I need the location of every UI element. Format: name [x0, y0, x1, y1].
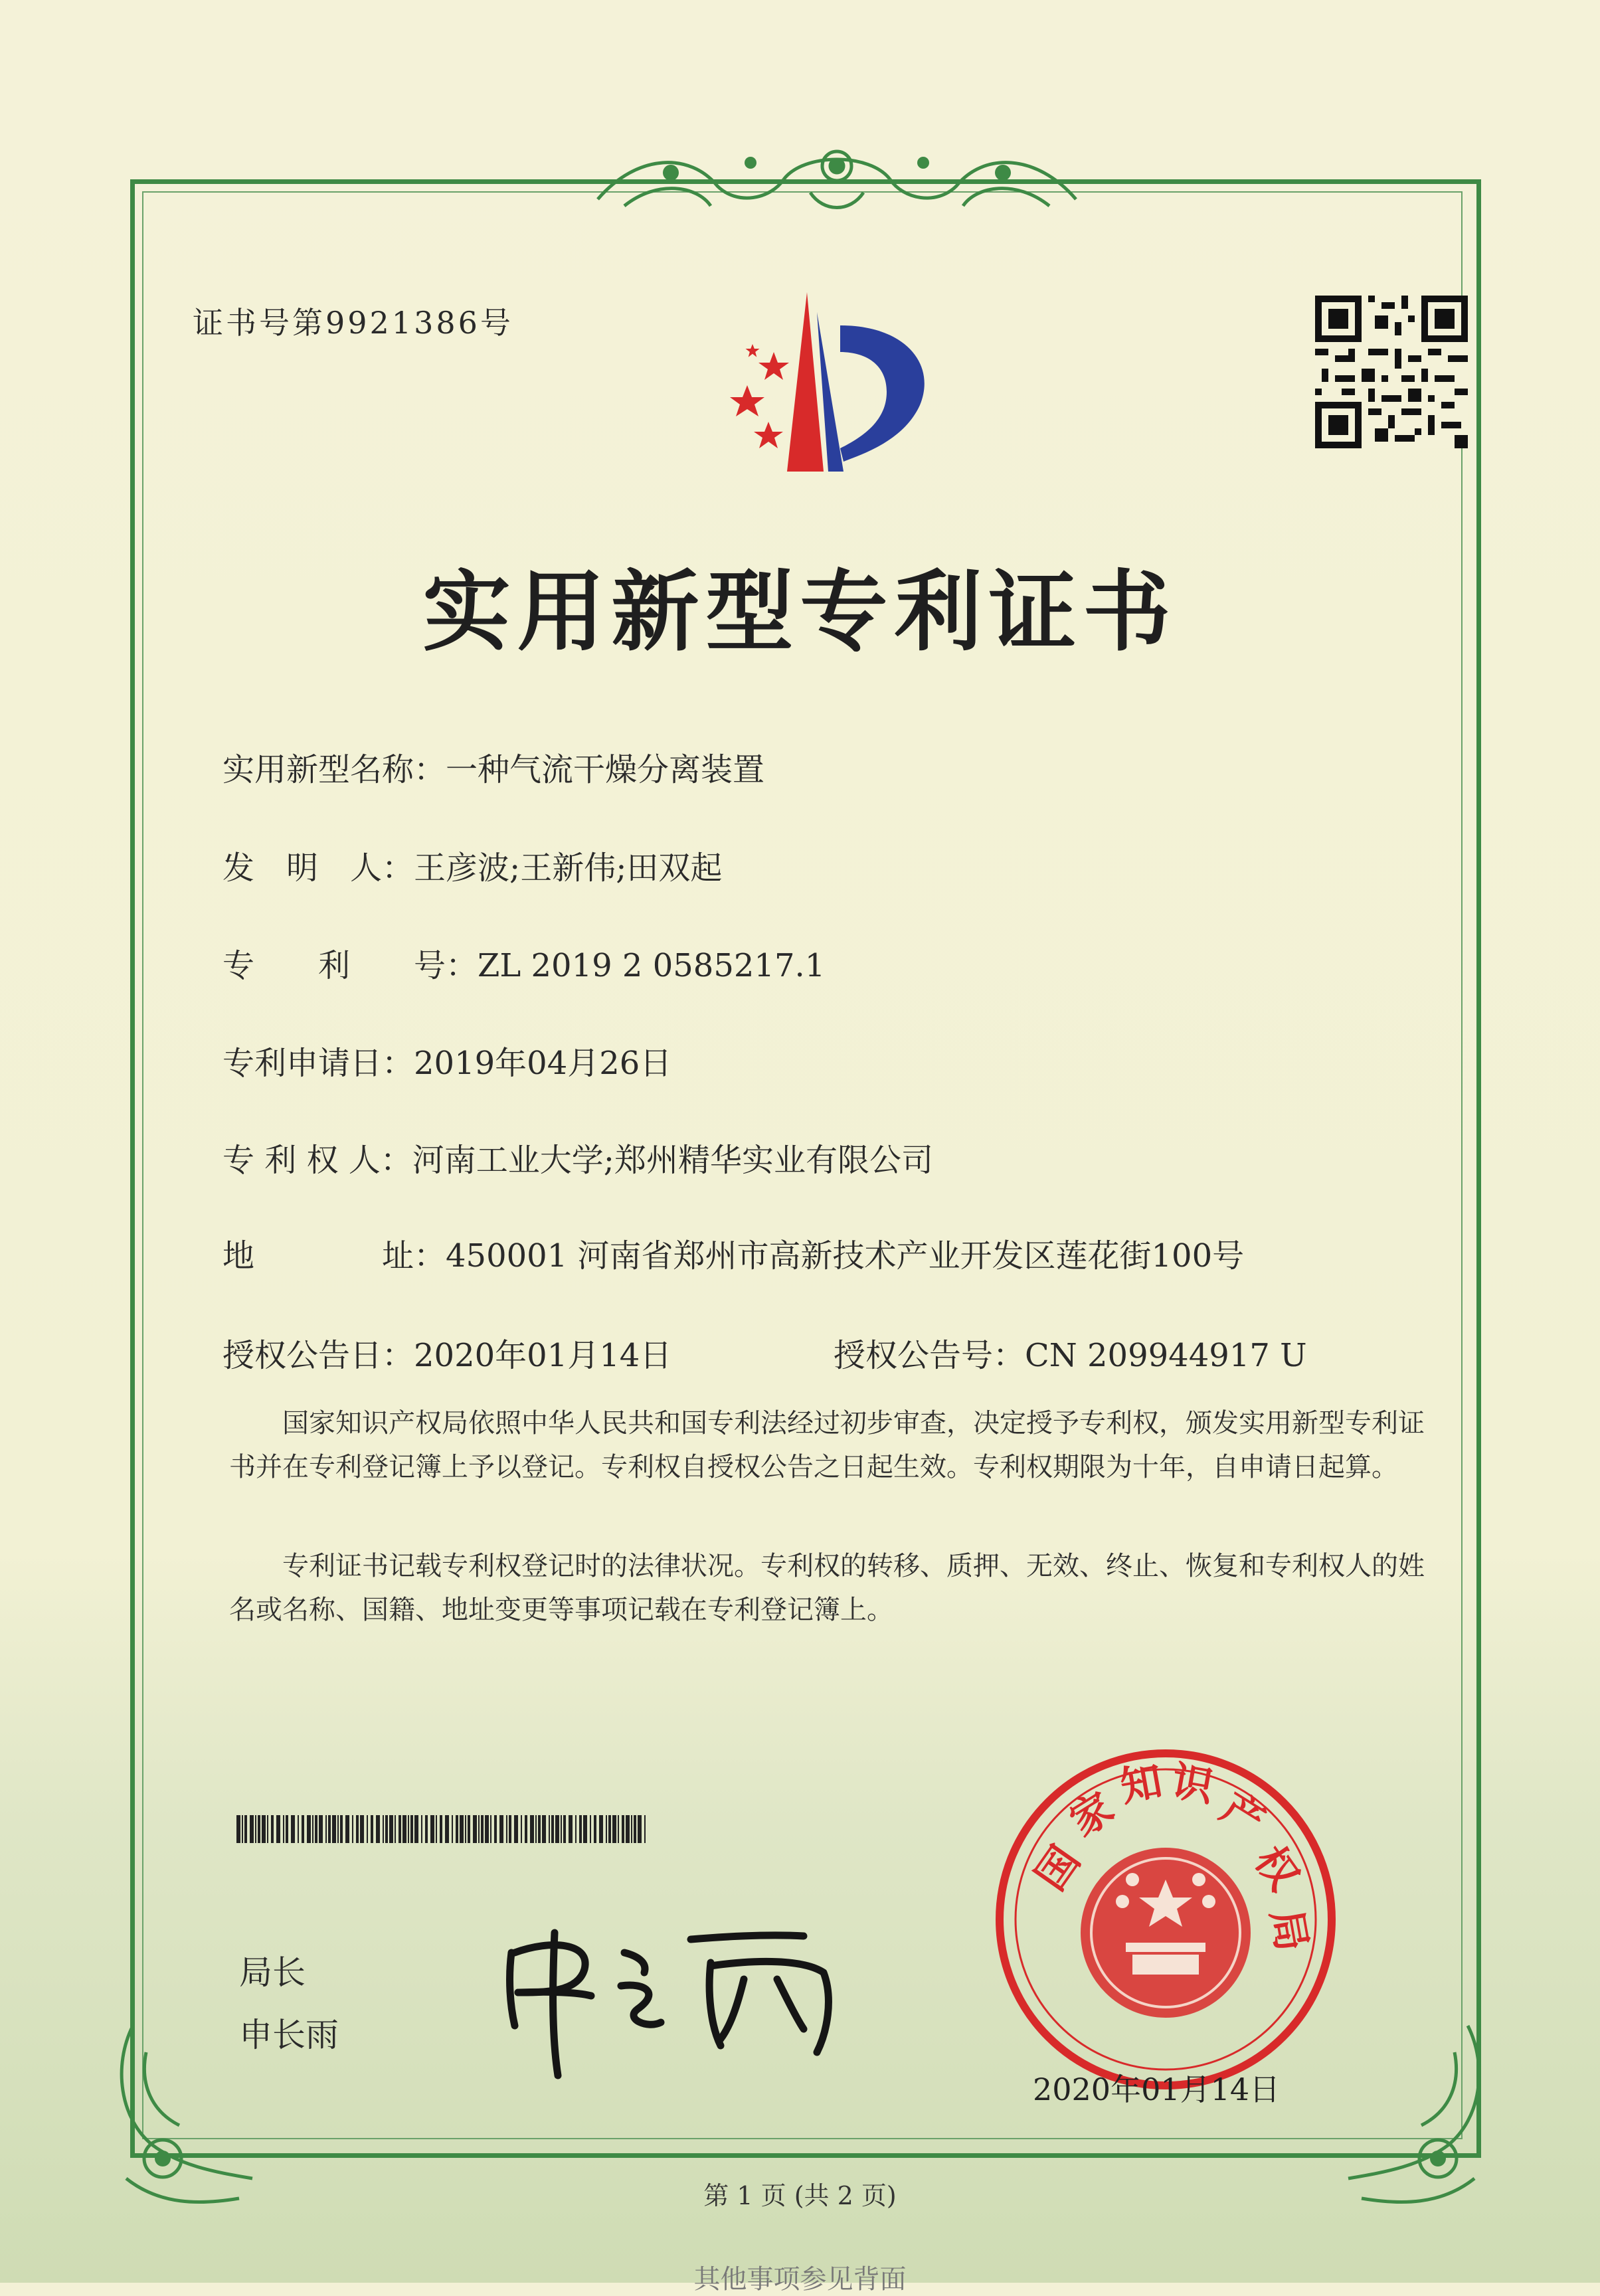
- barcode-bar: [618, 1815, 619, 1843]
- field-patent-no-label: 专 利 号：: [222, 947, 478, 984]
- barcode-bar: [332, 1815, 336, 1843]
- barcode-bar: [402, 1815, 406, 1843]
- barcode-bar: [360, 1815, 364, 1843]
- barcode-bar: [367, 1815, 368, 1843]
- field-address-label: 地 址：: [222, 1237, 446, 1275]
- field-name-value: 一种气流干燥分离装置: [446, 751, 765, 788]
- barcode-bar: [291, 1815, 295, 1843]
- barcode-bar: [583, 1815, 587, 1843]
- barcode-bar: [481, 1815, 484, 1843]
- barcode-bar: [509, 1815, 511, 1843]
- barcode-bar: [340, 1815, 343, 1843]
- barcode-bar: [302, 1815, 304, 1843]
- top-ornament: [584, 126, 1089, 226]
- barcode-bar: [436, 1815, 437, 1843]
- barcode-bar: [425, 1815, 428, 1843]
- barcode-bar: [421, 1815, 422, 1843]
- barcode-bar: [631, 1815, 632, 1843]
- barcode-bar: [337, 1815, 339, 1843]
- field-name: [222, 744, 764, 790]
- cnipa-logo: [707, 286, 966, 485]
- barcode-bar: [465, 1815, 466, 1843]
- svg-text:识: 识: [1168, 1756, 1217, 1812]
- barcode-bar: [385, 1815, 388, 1843]
- barcode-bar: [414, 1815, 418, 1843]
- barcode-bar: [325, 1815, 327, 1843]
- field-filing-date-label: 专利申请日：: [222, 1045, 414, 1082]
- barcode-bar: [315, 1815, 317, 1843]
- barcode-bar: [376, 1815, 380, 1843]
- svg-text:局: 局: [1261, 1905, 1317, 1955]
- barcode-bar: [276, 1815, 280, 1843]
- barcode-bar: [389, 1815, 393, 1843]
- field-patentee-value: 河南工业大学;郑州精华实业有限公司: [412, 1142, 933, 1179]
- barcode-bar: [383, 1815, 384, 1843]
- barcode-bar: [506, 1815, 507, 1843]
- certificate-number: 证书号第9921386号: [193, 305, 513, 341]
- field-announce-date-value: 2020年01月14日: [414, 1337, 672, 1374]
- barcode-bar: [307, 1815, 311, 1843]
- official-seal: [990, 1743, 1342, 2095]
- barcode-bar: [408, 1815, 409, 1843]
- barcode-bar: [599, 1815, 603, 1843]
- field-inventor-value: 王彦波;王新伟;田双起: [414, 849, 723, 887]
- barcode-bar: [549, 1815, 550, 1843]
- barcode-bar: [271, 1815, 274, 1843]
- field-announce-no: [834, 1330, 1307, 1375]
- field-patent-no: [222, 940, 825, 986]
- barcode-bar: [328, 1815, 331, 1843]
- signature: [491, 1913, 863, 2085]
- barcode-bar: [319, 1815, 323, 1843]
- field-patentee: [222, 1134, 933, 1180]
- barcode-bar: [490, 1815, 491, 1843]
- field-announce-no-value: CN 209944917 U: [1025, 1337, 1307, 1374]
- field-patentee-label: 专 利 权 人：: [222, 1142, 412, 1179]
- barcode-bar: [561, 1815, 562, 1843]
- barcode-bar: [371, 1815, 373, 1843]
- barcode-bar: [468, 1815, 470, 1843]
- grant-paragraph: 国家知识产权局依照中华人民共和国专利法经过初步审查，决定授予专利权，颁发实用新型专利证书并在专利登记簿上予以登记。专利权自授权公告之日起生效。专利权期限为十年，自申请日起算。: [229, 1408, 1425, 1482]
- official-title: 局长: [239, 1953, 306, 1992]
- barcode-bar: [626, 1815, 630, 1843]
- seal-date: 2020年01月14日: [1033, 2072, 1281, 2107]
- barcode-bar: [395, 1815, 396, 1843]
- svg-text:国: 国: [1025, 1837, 1090, 1899]
- barcode-bar: [410, 1815, 413, 1843]
- barcode-bar: [579, 1815, 582, 1843]
- barcode-bar: [499, 1815, 503, 1843]
- field-patent-no-value: ZL 2019 2 0585217.1: [478, 947, 826, 984]
- page-number: 第 1 页 (共 2 页): [703, 2181, 897, 2210]
- barcode-bar: [236, 1815, 240, 1843]
- field-name-label: 实用新型名称：: [222, 751, 446, 788]
- barcode-bar: [606, 1815, 607, 1843]
- barcode-bar: [255, 1815, 256, 1843]
- barcode-bar: [473, 1815, 477, 1843]
- svg-text:产: 产: [1212, 1783, 1274, 1846]
- barcode-bar: [542, 1815, 546, 1843]
- field-inventor-label: 发 明 人：: [222, 849, 414, 887]
- barcode-bar: [456, 1815, 458, 1843]
- barcode-bar: [594, 1815, 596, 1843]
- svg-text:家: 家: [1061, 1783, 1122, 1846]
- barcode-bar: [590, 1815, 591, 1843]
- barcode: [236, 1815, 648, 1843]
- barcode-bar: [538, 1815, 541, 1843]
- barcode-bar: [634, 1815, 636, 1843]
- barcode-bar: [244, 1815, 247, 1843]
- official-name: 申长雨: [239, 2016, 339, 2054]
- field-announce-no-label: 授权公告号：: [834, 1337, 1025, 1374]
- barcode-bar: [452, 1815, 453, 1843]
- barcode-bar: [352, 1815, 353, 1843]
- barcode-bar: [258, 1815, 260, 1843]
- barcode-bar: [622, 1815, 624, 1843]
- legal-status-paragraph: 专利证书记载专利权登记时的法律状况。专利权的转移、质押、无效、终止、恢复和专利权人的姓名或名称、国籍、地址变更等事项记载在专利登记簿上。: [229, 1551, 1425, 1625]
- barcode-bar: [286, 1815, 288, 1843]
- barcode-bar: [521, 1815, 522, 1843]
- barcode-bar: [485, 1815, 489, 1843]
- barcode-bar: [345, 1815, 349, 1843]
- barcode-bar: [478, 1815, 480, 1843]
- field-announce-date: [222, 1330, 671, 1375]
- field-inventor: [222, 842, 722, 888]
- barcode-bar: [267, 1815, 268, 1843]
- barcode-bar: [445, 1815, 449, 1843]
- barcode-bar: [262, 1815, 266, 1843]
- field-filing-date: [222, 1037, 671, 1083]
- barcode-bar: [440, 1815, 442, 1843]
- svg-text:权: 权: [1245, 1837, 1309, 1899]
- barcode-bar: [430, 1815, 434, 1843]
- barcode-bar: [612, 1815, 616, 1843]
- barcode-bar: [530, 1815, 534, 1843]
- qr-code: [1315, 296, 1468, 448]
- barcode-bar: [514, 1815, 518, 1843]
- field-announce-date-label: 授权公告日：: [222, 1337, 414, 1374]
- barcode-bar: [535, 1815, 537, 1843]
- field-address-value: 450001 河南省郑州市高新技术产业开发区莲花街100号: [446, 1237, 1245, 1275]
- field-filing-date-value: 2019年04月26日: [414, 1045, 672, 1082]
- certificate-title: 实用新型专利证书: [422, 561, 1178, 663]
- barcode-bar: [312, 1815, 313, 1843]
- barcode-bar: [638, 1815, 642, 1843]
- field-address: [222, 1230, 1244, 1276]
- barcode-bar: [250, 1815, 254, 1843]
- barcode-bar: [460, 1815, 464, 1843]
- barcode-bar: [399, 1815, 401, 1843]
- barcode-bar: [563, 1815, 566, 1843]
- barcode-bar: [569, 1815, 573, 1843]
- barcode-bar: [242, 1815, 243, 1843]
- barcode-bar: [555, 1815, 559, 1843]
- barcode-bar: [356, 1815, 359, 1843]
- barcode-bar: [575, 1815, 577, 1843]
- barcode-bar: [298, 1815, 299, 1843]
- barcode-bar: [644, 1815, 646, 1843]
- barcode-bar: [608, 1815, 611, 1843]
- barcode-bar: [494, 1815, 497, 1843]
- footer-note: 其他事项参见背面: [693, 2264, 907, 2295]
- barcode-bar: [551, 1815, 554, 1843]
- svg-text:知: 知: [1116, 1756, 1166, 1812]
- barcode-bar: [283, 1815, 284, 1843]
- barcode-bar: [525, 1815, 527, 1843]
